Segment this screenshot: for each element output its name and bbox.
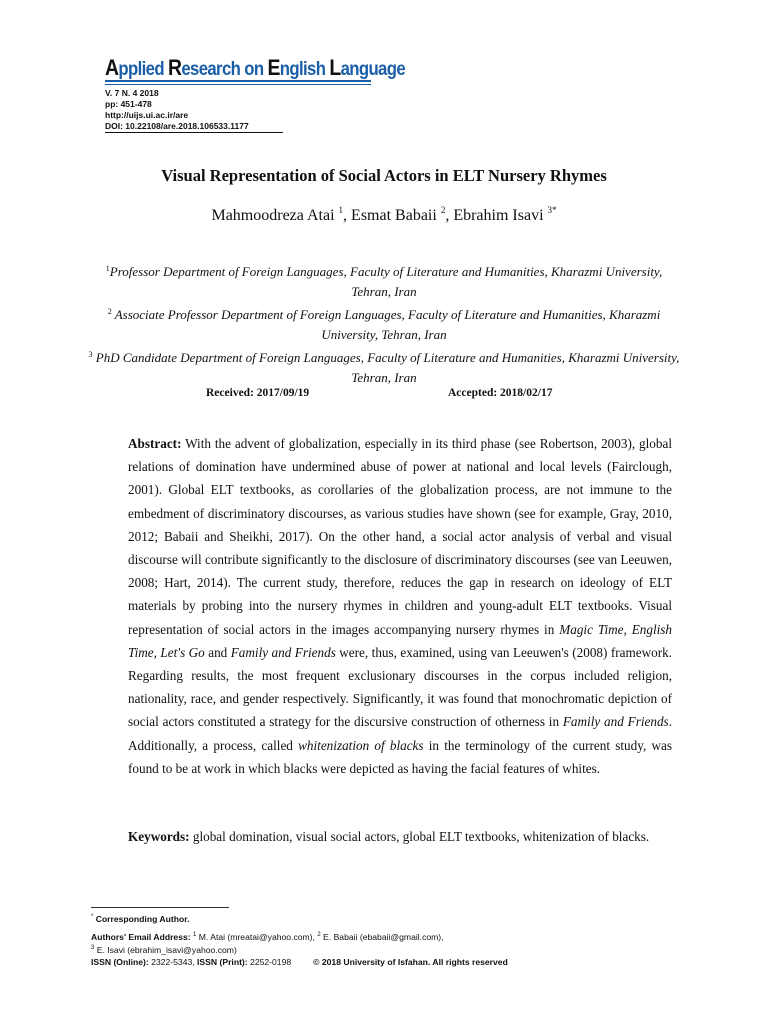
- author-affiliation-mark: 1: [338, 205, 344, 215]
- copyright: © 2018 University of Isfahan. All rights reserved: [313, 956, 508, 967]
- book-title: Family and Friends: [562, 714, 669, 730]
- abstract: Abstract: With the advent of globalization, especially in its third phase (see Robertson, 2003), global relations of domination have undermined abuse of power at national and local levels (Fairclough, 2001). Global ELT textbooks, as corollaries of the globalization process, are not immune to the embedment of discriminatory discourses, as various studies have shown (see for example, Gray, 2010, 2012; Babaii and Sheikhi, 2017). On the other hand, a social actor analysis of verbal and visual discourse will contribute significantly to the disclosure of discriminatory discourses (see van Leeuwen, 2008; Hart, 2014). The current study, therefore, reduces the gap in research on ideology of ELT materials by probing into the nursery rhymes in children and young-adult ELT textbooks. Visual representation of social actors in the images accompanying nursery rhymes in Magic Time, English Time, Let's Go and Family and Friends were, thus, examined, using van Leeuwen's (2008) framework. Regarding results, the most frequent exclusionary discourses in the corpus included religion, nationality, race, and gender respectively. Significantly, it was found that monochromatic depiction of social actors constituted a strategy for the discursive construction of otherness in Family and Friends. Additionally, a process, called whitenization of blacks in the terminology of the current study, was found to be at work in which blacks were depicted as having the facial features of whites.: [128, 436, 672, 776]
- author-list: [0, 205, 768, 225]
- accepted-date: Accepted: 2018/02/17: [448, 387, 553, 399]
- journal-title-underline: [105, 80, 371, 82]
- author-affiliation-mark: 2: [440, 205, 446, 215]
- journal-title-part: Research on: [167, 55, 268, 80]
- journal-title: [105, 55, 405, 81]
- author-name: Mahmoodreza Atai: [211, 207, 335, 224]
- paper-title: Visual Representation of Social Actors in ELT Nursery Rhymes: [161, 166, 607, 185]
- journal-title-part: English: [267, 55, 330, 80]
- corresponding-author-note: * Corresponding Author.: [91, 914, 190, 924]
- author-name: Ebrahim Isavi: [453, 207, 544, 224]
- received-date: Received: 2017/09/19: [206, 387, 310, 399]
- book-titles: Magic Time, English Time, Let's Go: [128, 621, 672, 660]
- abstract-label: Abstract:: [128, 436, 182, 451]
- journal-title-part: Applied: [105, 55, 168, 80]
- meta-divider: [105, 132, 283, 133]
- affiliation-item: $^3$ PhD Candidate Department of Foreign Languages, Faculty of Literature and Humanities, Kharazmi University, Tehran, Iran: [88, 350, 680, 385]
- keywords: Keywords: global domination, visual social actors, global ELT textbooks, whitenization of blacks.: [128, 829, 650, 844]
- journal-url[interactable]: http://uijs.ui.ac.ir/are: [105, 110, 189, 120]
- book-title: Family and Friends: [230, 644, 336, 660]
- affiliations: [88, 259, 680, 388]
- term: whitenization of blacks: [298, 737, 424, 753]
- journal-title-part: Language: [329, 55, 406, 80]
- author-affiliation-mark: 3*: [547, 205, 557, 215]
- journal-meta: [105, 88, 249, 132]
- footnote-divider: [91, 907, 229, 908]
- author-separator: ,: [445, 207, 454, 224]
- journal-doi[interactable]: DOI: 10.22108/are.2018.106533.1177: [105, 121, 249, 131]
- journal-volume: V. 7 N. 4 2018: [105, 88, 159, 98]
- footnotes: [91, 912, 691, 968]
- author-email-3: $^3$ E. Isavi (ebrahim_isavi@yahoo.com): [91, 945, 237, 955]
- affiliation-item: $^2$ Associate Professor Department of Foreign Languages, Faculty of Literature and Humanities, Kharazmi University, Tehran, Iran: [107, 307, 661, 342]
- affiliation-item: $^1$Professor Department of Foreign Languages, Faculty of Literature and Humanities, Kharazmi University, Tehran, Iran: [105, 264, 663, 299]
- issn-line: ISSN (Online): 2322-5343, ISSN (Print): 2252-0198 © 2018 University of Isfahan. All rights reserved: [91, 956, 508, 967]
- journal-title-underline-thin: [105, 84, 371, 85]
- author-separator: ,: [343, 207, 352, 224]
- journal-pages: pp: 451-478: [105, 99, 152, 109]
- keywords-label: Keywords:: [128, 829, 190, 844]
- author-emails: Authors' Email Address: $^1$ M. Atai (mreatai@yahoo.com), $^2$ E. Babaii (ebabaii@gmail.com),: [91, 931, 444, 942]
- author-name: Esmat Babaii: [351, 207, 437, 224]
